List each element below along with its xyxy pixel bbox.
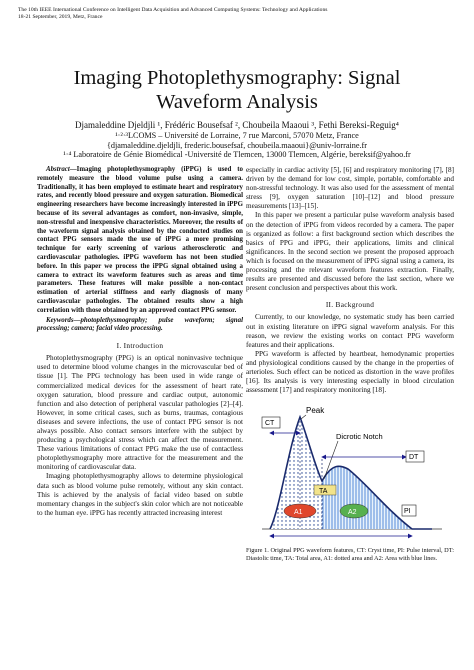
- author-block: [30, 120, 444, 160]
- right-column: [246, 166, 454, 563]
- dt-label: DT: [409, 454, 419, 462]
- conference-header: [18, 7, 458, 21]
- ppg-waveform-diagram: [256, 399, 446, 545]
- a2-label: A2: [348, 509, 357, 517]
- ta-label: TA: [319, 488, 328, 496]
- keywords-text: —photoplethysmography; pulse waveform; signal processing; camera; facial video processing.: [37, 316, 243, 333]
- pi-label: PI: [404, 508, 411, 516]
- abstract-text: —Imaging photoplethysmography (iPPG) is used to remotely measure the blood volume pulse using a camera. Traditionally, it has been employed to estimate heart and respiratory rates, and recently blood pressure and oxygen saturation. Biomedical engineering researchers have become increasingly interested in iPPG because of its several advantages as comfort, non-invasive, simple, non-stressful and inexpensive characteristics. Moreover, the results of the waveform signal analysis obtained by the conducted studies on contact PPG sensors made the use of iPPG a more promising technique for early screening of various atherosclerotic and cardiovascular pathologies. iPPG waveform has not been studied before. In this paper we process the iPPG signal obtained using a camera to extract its waveform features such as areas and time parameters. These features will make possible a non-contact estimation of arterial stiffness and early diagnosis of many cardiovascular pathologies. The obtained results show a high correlation with those obtained by an approved contact PPG sensor.: [37, 166, 243, 314]
- title-line-2: Waveform Analysis: [156, 91, 318, 113]
- peak-label: Peak: [306, 406, 325, 416]
- intro-paragraph-2: Imaging photoplethysmography allows to determine physiological data such as blood volume pulse remotely, without any skin contact. This is achieved by the analysis of facial video based on subtle momentary changes in the subject's skin color which are not noticeable to the human eye. iPPG has recently attracted increasing interest: [37, 472, 243, 517]
- figure-caption: Figure 1. Original PPG waveform features, CT: Cryst time, PI: Pulse interval, DT: Diastolic time, TA: Total area, A1: dotted area and A2: Area with blue lines.: [246, 547, 454, 563]
- ppg-waveform-figure: [256, 399, 446, 545]
- author-emails: {djamaleddine.djeldjli, frederic.bousefsaf, choubeila.maaoui}@univ-lorraine.fr: [106, 140, 368, 150]
- peak-pointer: [301, 415, 306, 419]
- right-paragraph-1: In this paper we present a particular pulse waveform analysis based on the detection of iPPG from videos recorded by a camera. The paper is organized as follow: a first background section which describes the basics of PPG and iPPG, their applications, limits and clinical significances. In the second section we present the proposed approach which is focused on the measurement of iPPG signal using a camera, its processing and the relevant waveform features extraction. Finally, results are presented and discussed before the last section, where we present conclusion and perspectives about this work.: [246, 211, 454, 293]
- affiliation-1: ¹·²·³LCOMS – Université de Lorraine, 7 rue Marconi, 57070 Metz, France: [115, 131, 359, 140]
- background-paragraph-1: Currently, to our knowledge, no systematic study has been carried out in existing literature on iPPG signal waveform analysis. For this reason, we review the existing works on contact PPG waveform features and their applications.: [246, 313, 454, 349]
- conference-line-2: 18-21 September, 2019, Metz, France: [18, 14, 103, 20]
- paper-title: [20, 66, 454, 114]
- dicrotic-notch-label: Dicrotic Notch: [336, 432, 383, 442]
- left-column: [37, 166, 243, 518]
- area-a2-lined: [322, 467, 412, 530]
- keywords: [37, 317, 243, 335]
- abstract: [37, 166, 243, 316]
- intro-paragraph-1: Photoplethysmography (PPG) is an optical noninvasive technique used to determine blood volume changes in the microvascular bed of tissue [1]. The PPG technology has been used in wide range of commercialized medical devices for the assessment of heart rate, oxygen saturation, blood pressure and cardiac output, autonomic function and also detection of peripheral vascular pathologies [2]–[4]. However, in some critical cases, such as burns, traumas, contagious diseases and severe infections, the use of contact PPG sensor is not always possible. Also contact sensors interfere with the subject by producing a psychological stress which can affect the measurement. These various limitations of contact PPG make the use of contactless photoplethysmography more attractive for the measurement and the monitoring of cardiovascular data.: [37, 354, 243, 472]
- right-paragraph-0: especially in cardiac activity [5], [6] and respiratory monitoring [7], [8] driven by the demand for low cost, simple, portable, comfortable and non-stressful technology. It was also used for the assessment of mental stress [9], oxygen saturation [10]–[12] and blood pressure measurements [13]–[15].: [246, 166, 454, 211]
- affiliation-2: ¹·⁴ Laboratoire de Génie Biomédical -Université de Tlemcen, 13000 Tlemcen, Algérie, bereksif@yahoo.fr: [63, 150, 411, 160]
- conference-line-1: The 10th IEEE International Conference on Intelligent Data Acquisition and Advanced Computing Systems: Technology and Applications: [18, 7, 328, 13]
- keywords-label: Keywords: [46, 316, 74, 324]
- section-heading-introduction: I. Introduction: [116, 341, 164, 351]
- ct-label: CT: [265, 420, 275, 428]
- background-paragraph-2: PPG waveform is affected by heartbeat, hemodynamic properties and physiological conditions caused by the change in the properties of arterioles. Such effect can be noticed as distortion in the wave profiles [16]. Its analysis is very interesting especially in blood circulation assessment [17] and respiratory monitoring [18].: [246, 349, 454, 395]
- title-line-1: Imaging Photoplethysmography: Signal: [73, 67, 401, 89]
- section-heading-background: II. Background: [325, 300, 375, 310]
- author-names: Djamaleddine Djeldjli ¹, Frédéric Bousefsaf ², Choubeila Maaoui ³, Fethi Bereksi-Reguig⁴: [75, 120, 399, 130]
- a1-label: A1: [294, 509, 303, 517]
- abstract-label: Abstract: [46, 166, 70, 173]
